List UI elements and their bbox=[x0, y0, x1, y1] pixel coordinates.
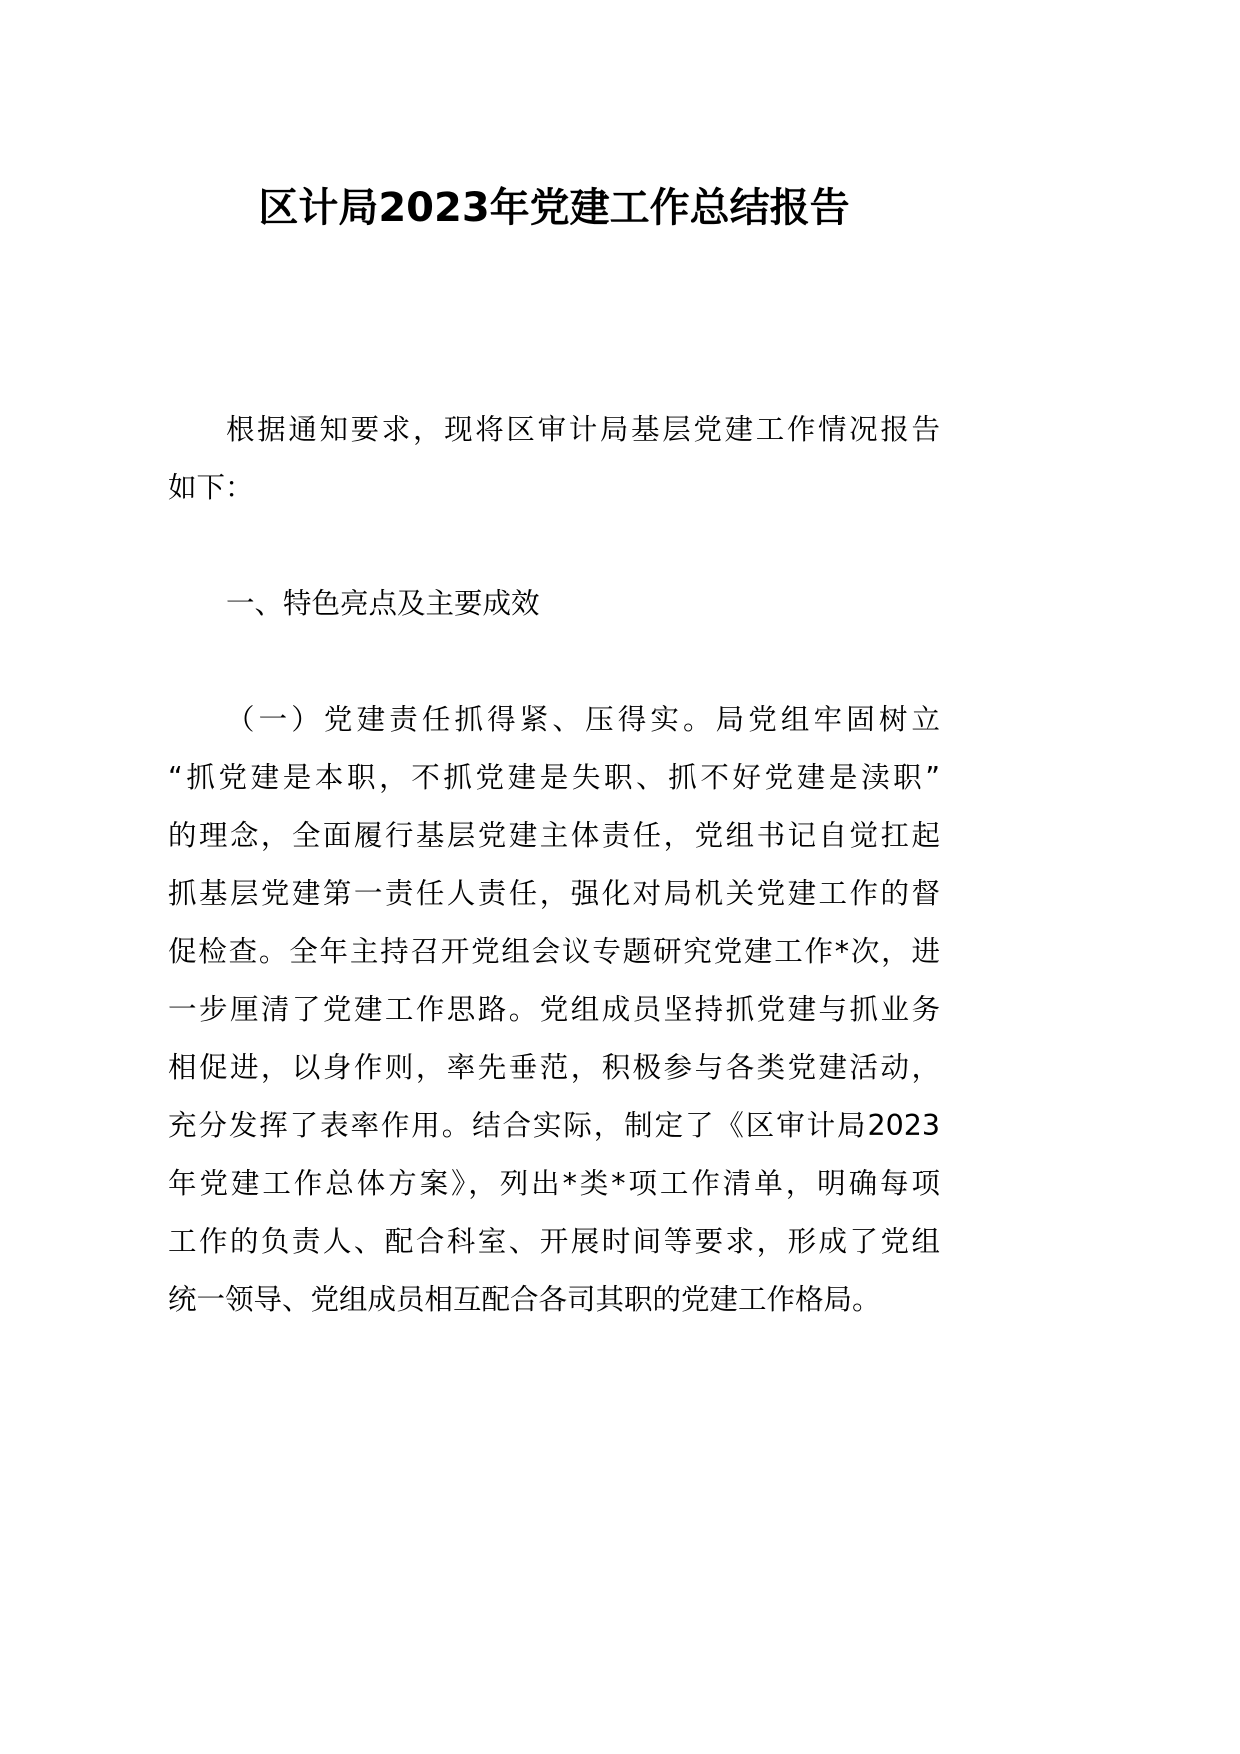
intro-line: 根据通知要求，现将区审计局基层党建工作情况报告 bbox=[226, 413, 940, 446]
paragraph-line: “抓党建是本职，不抓党建是失职、抓不好党建是渎职” bbox=[168, 761, 940, 794]
paragraph-line: 促检查。全年主持召开党组会议专题研究党建工作*次，进 bbox=[168, 935, 940, 968]
paragraph-line: 相促进，以身作则，率先垂范，积极参与各类党建活动， bbox=[168, 1051, 940, 1084]
intro-line: 如下： bbox=[168, 471, 254, 504]
paragraph-line: 工作的负责人、配合科室、开展时间等要求，形成了党组 bbox=[168, 1225, 940, 1258]
document-title: 区计局2023年党建工作总结报告 bbox=[258, 185, 850, 231]
paragraph-line: 一步厘清了党建工作思路。党组成员坚持抓党建与抓业务 bbox=[168, 993, 940, 1026]
paragraph-line: （一）党建责任抓得紧、压得实。局党组牢固树立 bbox=[226, 703, 940, 736]
paragraph-line: 充分发挥了表率作用。结合实际，制定了《区审计局2023 bbox=[168, 1109, 940, 1142]
section-heading: 一、特色亮点及主要成效 bbox=[226, 587, 540, 620]
paragraph-line: 统一领导、党组成员相互配合各司其职的党建工作格局。 bbox=[168, 1283, 881, 1316]
paragraph-line: 抓基层党建第一责任人责任，强化对局机关党建工作的督 bbox=[168, 877, 940, 910]
paragraph-line: 的理念，全面履行基层党建主体责任，党组书记自觉扛起 bbox=[168, 819, 940, 852]
paragraph-line: 年党建工作总体方案》，列出*类*项工作清单，明确每项 bbox=[168, 1167, 940, 1200]
